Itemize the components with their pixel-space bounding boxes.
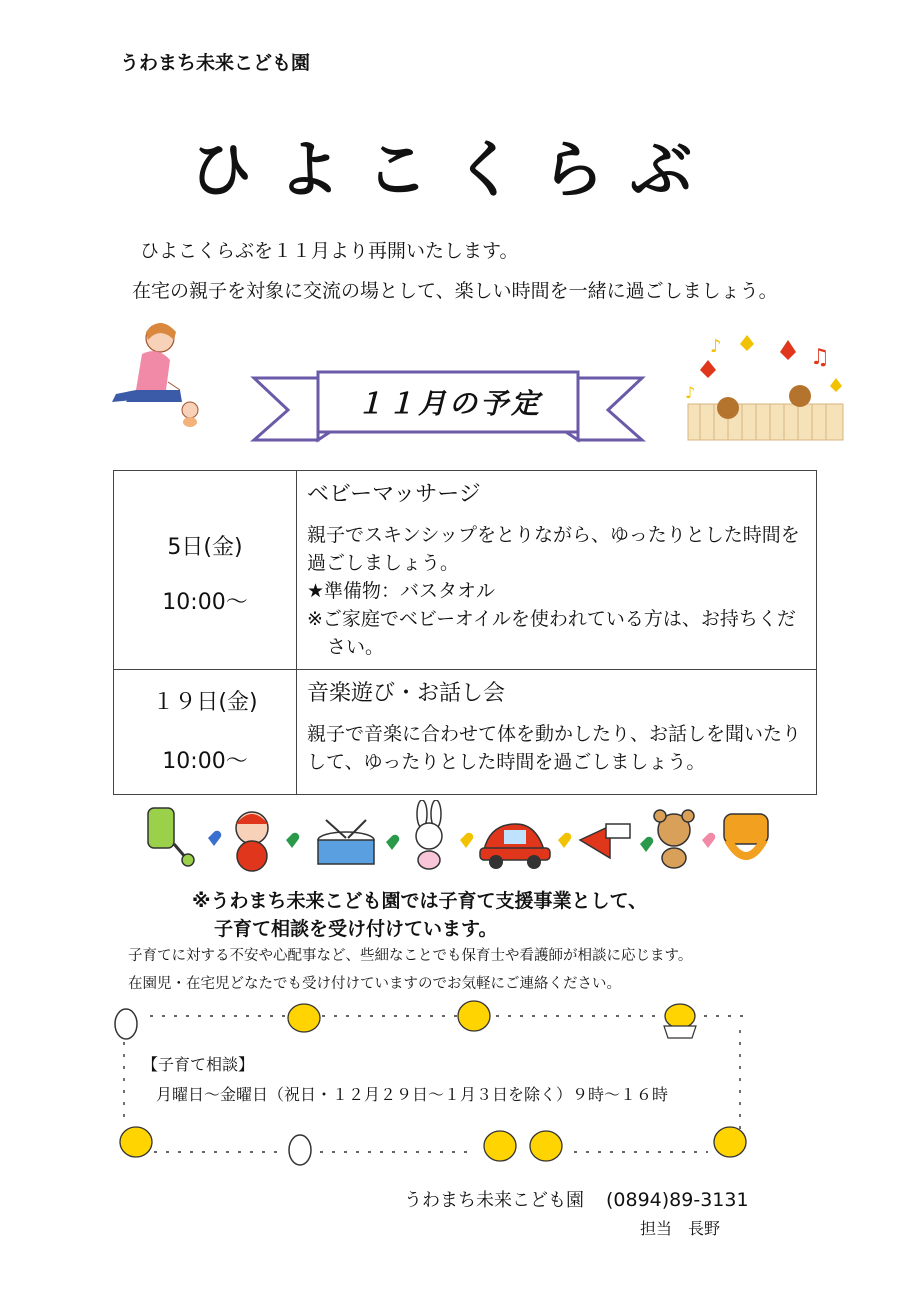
date-cell (114, 471, 297, 670)
event-items-needed: ★準備物：バスタオル (307, 580, 496, 602)
chick-icon (288, 1004, 320, 1032)
event-time: 10:00～ (162, 749, 248, 774)
contact-phone: (0894)89-3131 (606, 1189, 749, 1211)
drum-icon (318, 820, 374, 864)
chick-icon (484, 1131, 516, 1161)
music-autumn-illustration (680, 330, 850, 445)
staff-info (640, 1216, 720, 1239)
event-date: 5日(金) (167, 535, 243, 560)
egg-icon (115, 1009, 137, 1039)
contact-info (404, 1186, 749, 1212)
toy-illustration-row (140, 800, 780, 872)
bunny-icon (416, 800, 442, 869)
event-description: 親子で音楽に合わせて体を動かしたり、お話しを聞いたりして、ゆったりとした時間を過ごしましょう。 (307, 723, 802, 773)
heart-icon (386, 835, 399, 850)
svg-text:♪: ♪ (710, 336, 722, 357)
notice-line-2: 子育て相談を受け付けています。 (214, 918, 498, 940)
toy-car-icon (480, 824, 550, 869)
notice-detail-2: 在園児・在宅児どなたでも受け付けていますのでお気軽にご連絡ください。 (128, 976, 621, 992)
heart-icon (286, 833, 299, 848)
heart-icon (208, 831, 221, 846)
teether-icon (724, 814, 768, 856)
svg-text:♪: ♪ (685, 383, 696, 402)
staff-name: 長野 (688, 1219, 721, 1238)
chick-icon (665, 1004, 695, 1028)
chick-icon (120, 1127, 152, 1157)
intro-line-2: 在宅の親子を対象に交流の場として、楽しい時間を一緒に過ごしましょう。 (132, 280, 778, 302)
doll-icon (236, 812, 268, 871)
eggshell-icon (664, 1026, 696, 1038)
egg-icon (289, 1135, 311, 1165)
event-description: 親子でスキンシップをとりながら、ゆったりとした時間を過ごしましょう。 (307, 524, 800, 574)
consultation-hours: 月曜日～金曜日（祝日・１２月２９日～１月３日を除く）９時～１６時 (156, 1085, 669, 1104)
header-organization: うわまち未来こども園 (120, 52, 311, 74)
schedule-table (113, 470, 817, 795)
chick-icon (458, 1001, 490, 1031)
heart-icon (702, 833, 715, 848)
chick-icon (714, 1127, 746, 1157)
notice-detail-1: 子育てに対する不安や心配事など、些細なことでも保育士や看護師が相談に応じます。 (128, 948, 693, 964)
heart-icon (558, 833, 571, 848)
table-row (114, 670, 817, 795)
description-cell (297, 670, 817, 795)
event-time: 10:00～ (162, 590, 248, 615)
event-title: ベビーマッサージ (307, 482, 481, 507)
rattle-icon (148, 808, 194, 866)
description-cell (297, 471, 817, 670)
event-note-continued: さい。 (327, 636, 385, 658)
notice-line-1: ※うわまち未来こども園では子育て支援事業として、 (192, 890, 648, 912)
teddy-bear-icon (654, 810, 694, 868)
consultation-label: 【子育て相談】 (142, 1055, 255, 1074)
banner-label: １１月の予定 (355, 387, 542, 420)
contact-organization: うわまち未来こども園 (404, 1190, 584, 1211)
staff-label: 担当 (640, 1219, 673, 1238)
toy-trumpet-icon (580, 824, 630, 858)
event-title: 音楽遊び・お話し会 (307, 681, 506, 706)
page-title: ひよこくらぶ (189, 133, 718, 206)
mother-baby-illustration (96, 310, 226, 430)
heart-icon (460, 833, 473, 848)
date-cell (114, 670, 297, 795)
svg-text:♫: ♫ (810, 345, 830, 370)
chick-icon (530, 1131, 562, 1161)
event-date: １９日(金) (152, 690, 258, 715)
event-note: ※ご家庭でベビーオイルを使われている方は、お持ちくだ (307, 608, 796, 630)
intro-line-1: ひよこくらぶを１１月より再開いたします。 (140, 240, 519, 262)
heart-icon (640, 837, 653, 852)
table-row (114, 471, 817, 670)
